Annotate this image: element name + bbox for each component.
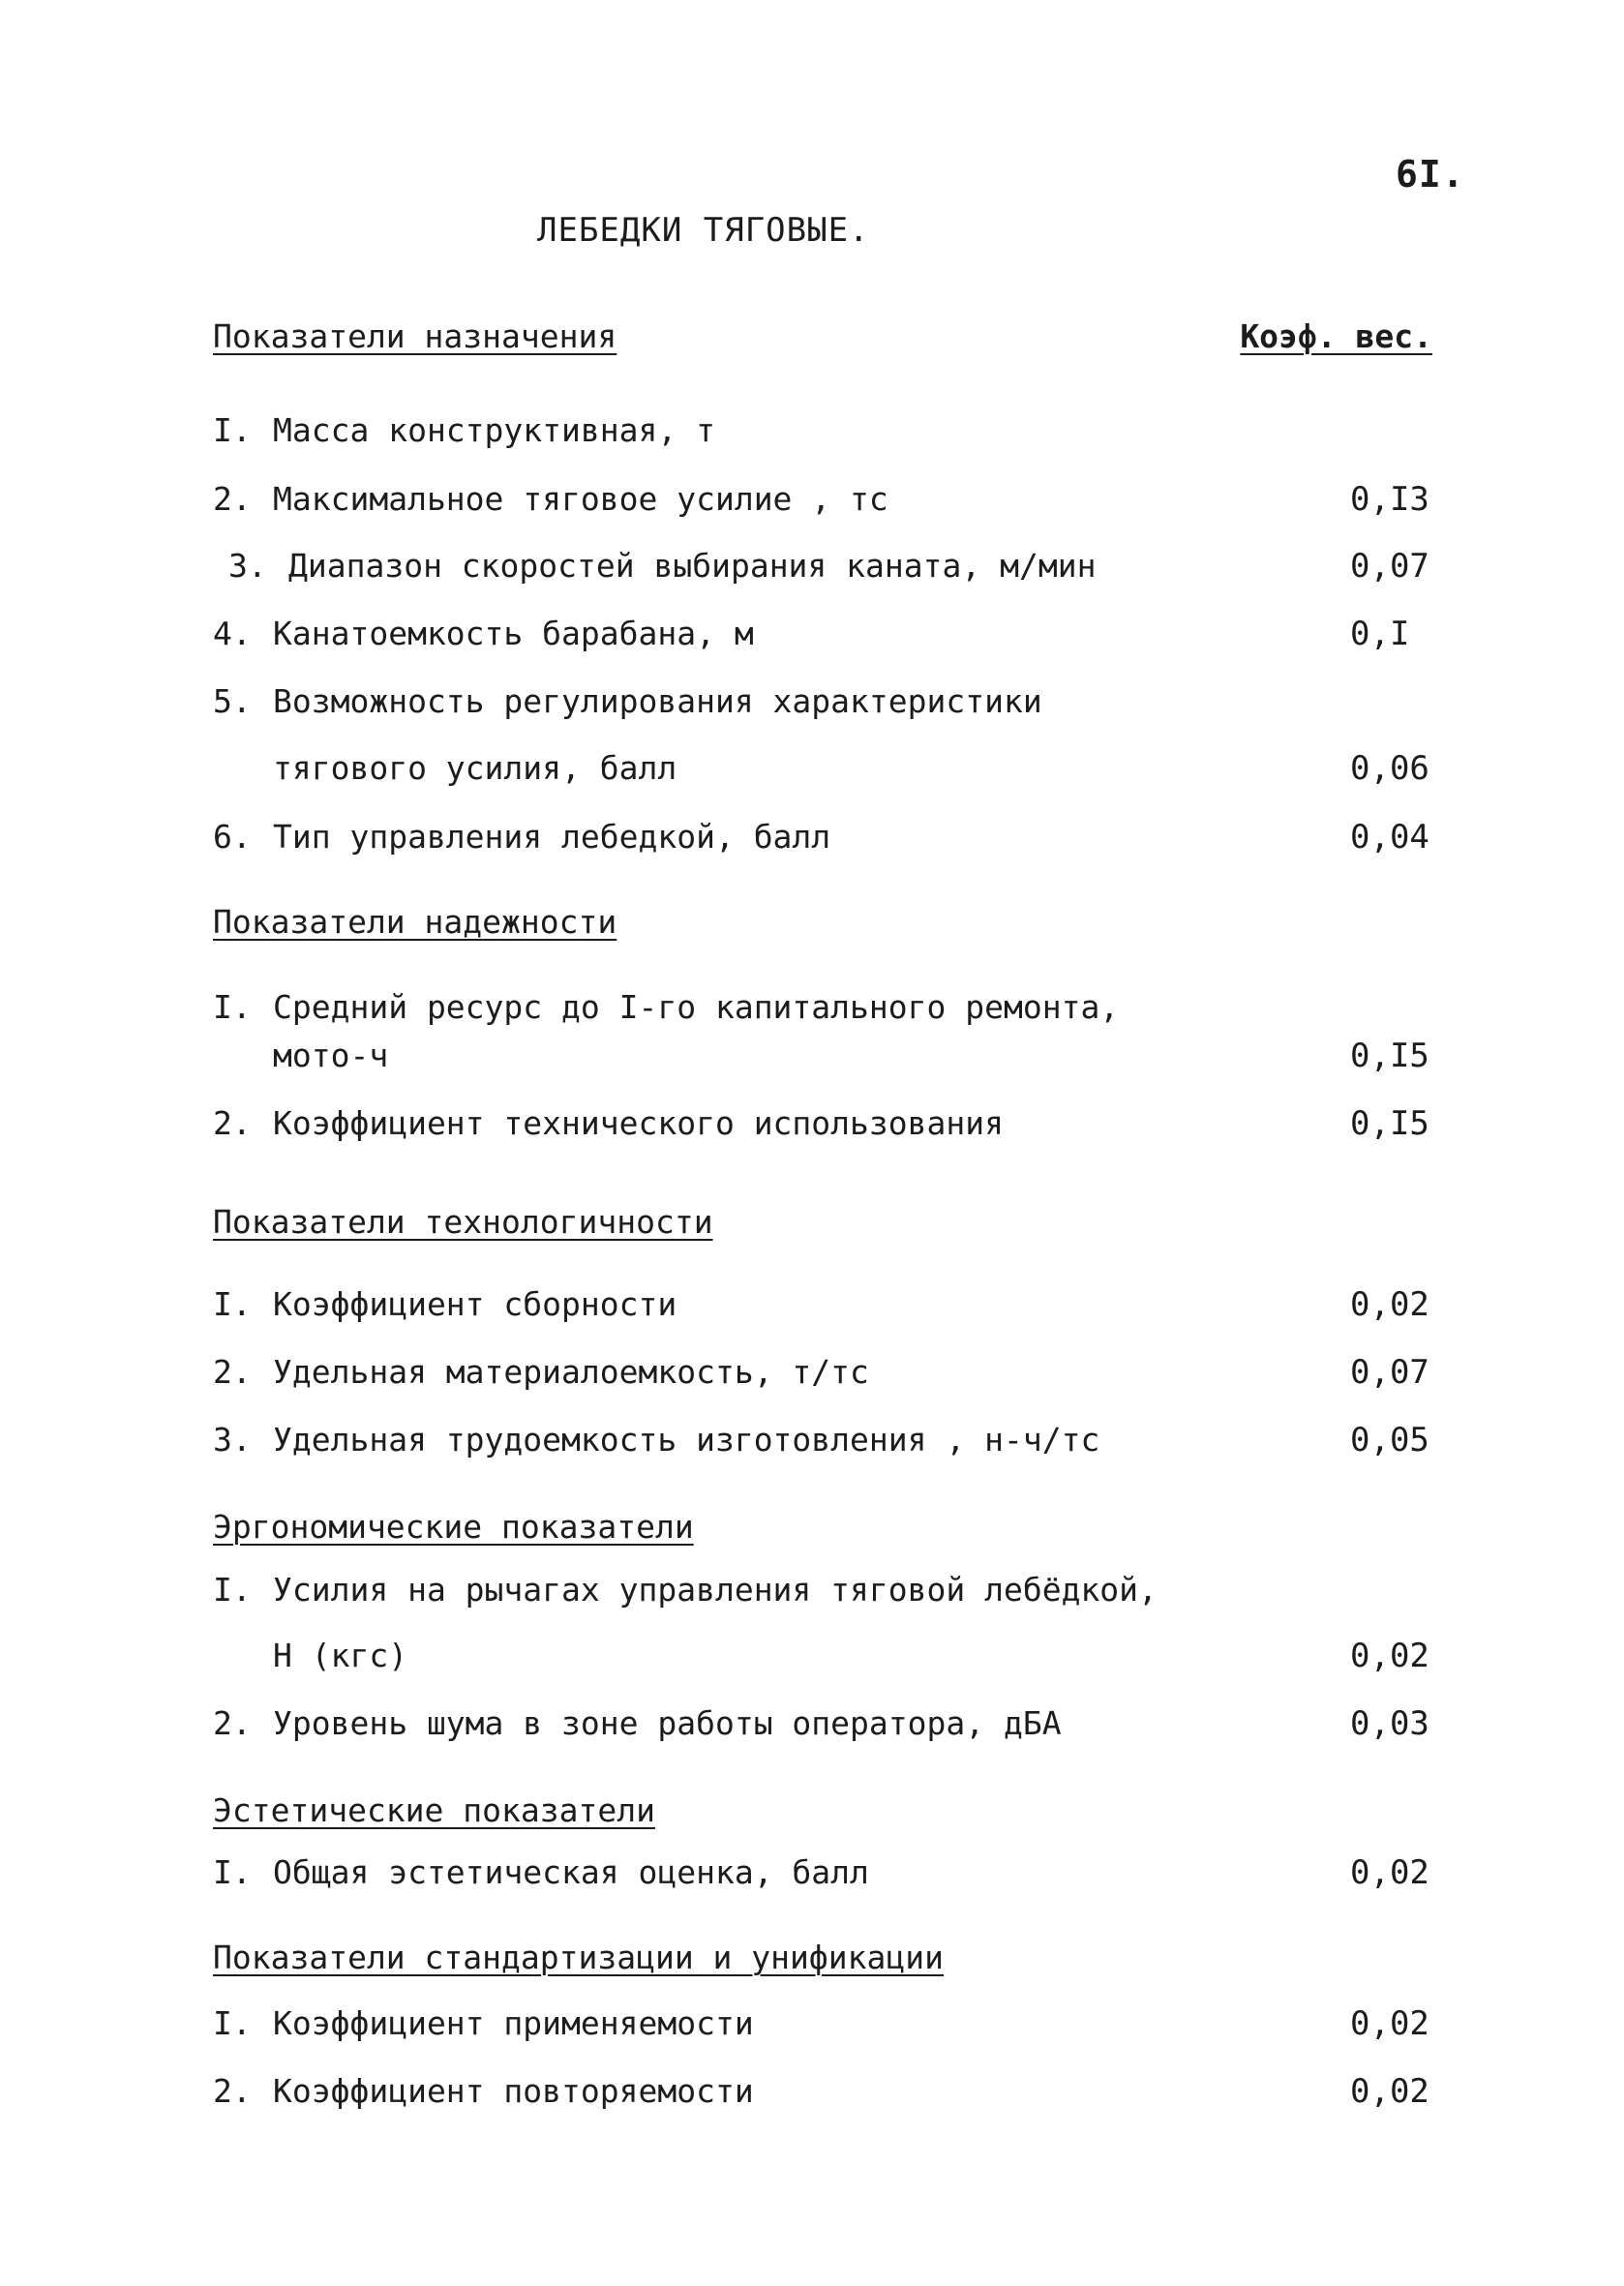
list-item xyxy=(228,544,1448,588)
item-label: мото-ч xyxy=(273,1037,389,1074)
list-item xyxy=(213,1568,1432,1612)
item-number: 2. xyxy=(213,480,252,518)
list-item xyxy=(213,1350,1432,1395)
item-label: Канатоемкость барабана, м xyxy=(273,615,754,652)
item-number: 6. xyxy=(213,818,252,856)
list-item xyxy=(213,1418,1432,1462)
list-item-continuation xyxy=(213,746,1432,791)
list-item xyxy=(213,2069,1432,2114)
item-number: I. xyxy=(213,2004,252,2042)
item-label: Общая эстетическая оценка, балл xyxy=(273,1853,869,1891)
item-number: 5. xyxy=(213,682,252,720)
item-weight: 0,07 xyxy=(1350,1353,1429,1392)
item-label: Коэффициент повторяемости xyxy=(273,2072,754,2110)
item-label: Усилия на рычагах управления тяговой лебёдкой, xyxy=(273,1571,1158,1609)
item-weight: 0,04 xyxy=(1350,818,1429,857)
list-item xyxy=(213,1850,1432,1895)
list-item xyxy=(213,408,1432,453)
item-label: Максимальное тяговое усилие , тс xyxy=(273,480,888,518)
item-number: I. xyxy=(213,988,252,1026)
item-number: 2. xyxy=(213,1104,252,1142)
list-item xyxy=(213,477,1432,522)
item-weight: 0,I5 xyxy=(1350,1104,1429,1143)
item-weight: 0,02 xyxy=(1350,1285,1429,1324)
item-number: 2. xyxy=(213,1353,252,1391)
item-weight: 0,02 xyxy=(1350,2004,1429,2043)
section-heading-standardization: Показатели стандартизации и унификации xyxy=(213,1939,944,1976)
item-weight: 0,02 xyxy=(1350,1853,1429,1892)
item-number: I. xyxy=(213,411,252,449)
item-weight: 0,07 xyxy=(1350,547,1429,586)
item-weight: 0,02 xyxy=(1350,1637,1429,1675)
item-weight: 0,I5 xyxy=(1350,1037,1429,1075)
item-weight: 0,02 xyxy=(1350,2072,1429,2111)
item-weight: 0,03 xyxy=(1350,1704,1429,1743)
item-label: Диапазон скоростей выбирания каната, м/мин xyxy=(288,547,1097,585)
list-item xyxy=(213,679,1432,724)
item-label: Коэффициент сборности xyxy=(273,1285,677,1323)
item-label: тягового усилия, балл xyxy=(273,749,677,787)
list-item-continuation xyxy=(213,1034,1432,1078)
item-label: Коэффициент технического использования xyxy=(273,1104,1004,1142)
item-weight: 0,05 xyxy=(1350,1421,1429,1459)
item-label: Масса конструктивная, т xyxy=(273,411,715,449)
weight-column-heading: Коэф. вес. xyxy=(1240,317,1432,355)
section-heading-ergonomic: Эргономические показатели xyxy=(213,1508,694,1546)
item-number: I. xyxy=(213,1285,252,1323)
list-item xyxy=(213,985,1432,1030)
section-header-row xyxy=(213,317,1432,366)
item-label: Удельная материалоемкость, т/тс xyxy=(273,1353,869,1391)
item-label: Удельная трудоемкость изготовления , н-ч/тс xyxy=(273,1421,1100,1459)
item-label: Н (кгс) xyxy=(273,1637,408,1674)
item-number: I. xyxy=(213,1853,252,1891)
item-label: Тип управления лебедкой, балл xyxy=(273,818,831,856)
list-item xyxy=(213,2001,1432,2046)
page-number: 6I. xyxy=(1396,153,1465,196)
section-heading-manufacturability: Показатели технологичности xyxy=(213,1203,713,1241)
item-number: I. xyxy=(213,1571,252,1609)
item-weight: 0,06 xyxy=(1350,749,1429,788)
document-title: ЛЕБЕДКИ ТЯГОВЫЕ. xyxy=(537,211,870,250)
list-item xyxy=(213,1282,1432,1327)
item-label: Средний ресурс до I-го капитального ремонта, xyxy=(273,988,1120,1026)
section-heading-reliability: Показатели надежности xyxy=(213,903,617,941)
item-label: Уровень шума в зоне работы оператора, дБА xyxy=(273,1704,1062,1742)
item-label: Коэффициент применяемости xyxy=(273,2004,754,2042)
list-item xyxy=(213,815,1432,859)
list-item xyxy=(213,612,1432,656)
item-number: 3. xyxy=(213,1421,252,1459)
item-label: Возможность регулирования характеристики xyxy=(273,682,1042,720)
list-item xyxy=(213,1701,1432,1746)
list-item-continuation xyxy=(213,1634,1432,1678)
item-weight: 0,I xyxy=(1350,615,1410,653)
section-heading-purpose: Показатели назначения xyxy=(213,317,617,355)
item-number: 2. xyxy=(213,2072,252,2110)
list-item xyxy=(213,1101,1432,1146)
item-number: 3. xyxy=(228,547,267,585)
item-weight: 0,I3 xyxy=(1350,480,1429,519)
item-number: 4. xyxy=(213,615,252,652)
item-number: 2. xyxy=(213,1704,252,1742)
section-heading-aesthetic: Эстетические показатели xyxy=(213,1791,655,1829)
